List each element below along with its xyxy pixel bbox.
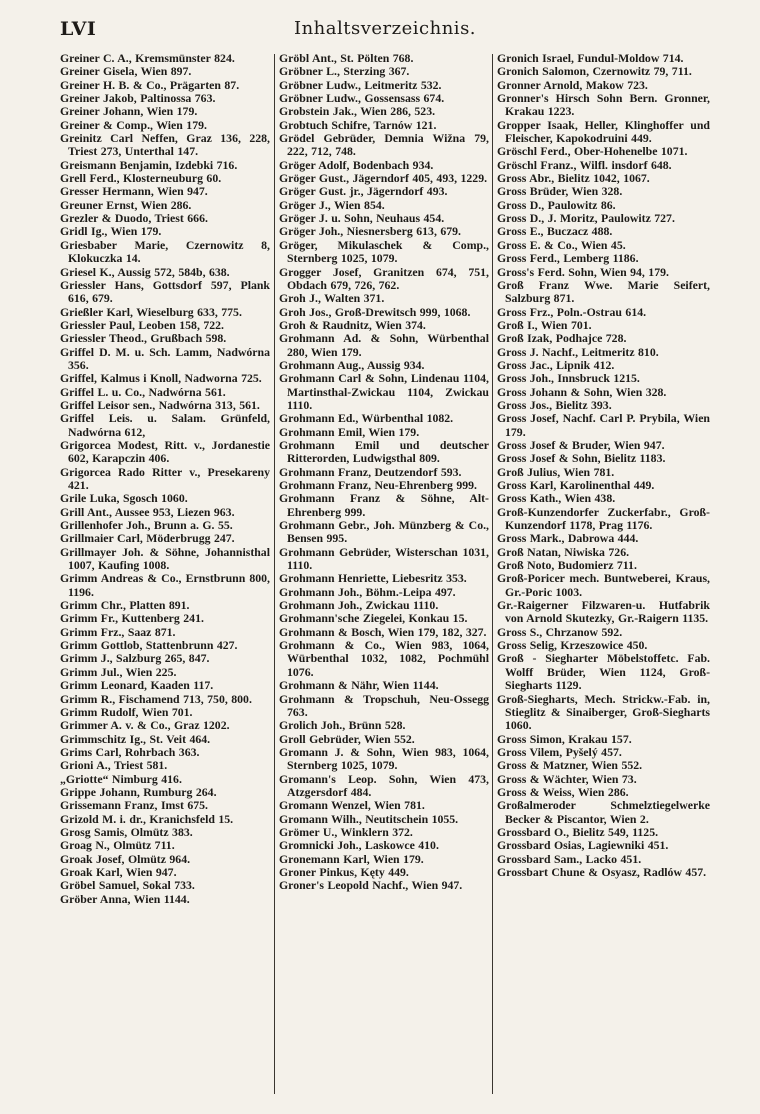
index-entry: Griffel Leis. u. Salam. Grünfeld, Nadwórna 612, xyxy=(60,411,270,439)
index-entry: Greiner C. A., Kremsmünster 824. xyxy=(60,52,235,65)
index-entry: Gröbner Ludw., Leitmeritz 532. xyxy=(279,77,442,92)
index-entry: Groß Natan, Niwiska 726. xyxy=(497,544,630,559)
index-entry: Greuner Ernst, Wien 286. xyxy=(60,197,192,212)
index-entry: Gross S., Chrzanow 592. xyxy=(497,624,623,639)
index-entry: Grimm Gottlob, Stattenbrunn 427. xyxy=(60,638,238,653)
index-entry: Grimm Jul., Wien 225. xyxy=(60,664,177,679)
index-entry: Gronemann Karl, Wien 179. xyxy=(279,851,424,866)
index-entry: Gross Selig, Krzeszowice 450. xyxy=(497,638,648,653)
index-entry: Gromnicki Joh., Laskowce 410. xyxy=(279,838,439,853)
index-entry: Groak Karl, Wien 947. xyxy=(60,864,177,879)
index-entry: Greiner H. B. & Co., Prägarten 87. xyxy=(60,77,240,92)
index-entry: Grimm Andreas & Co., Ernstbrunn 800, 1196. xyxy=(60,571,270,599)
index-entry: Gross Ferd., Lemberg 1186. xyxy=(497,251,639,266)
column-divider xyxy=(274,54,275,1094)
index-entry: Grimm Leonard, Kaaden 117. xyxy=(60,678,214,693)
index-entry: Gromann Wilh., Neutitschein 1055. xyxy=(279,811,459,826)
index-entry: Grömer U., Winklern 372. xyxy=(279,824,413,839)
index-entry: Gross's Ferd. Sohn, Wien 94, 179. xyxy=(497,264,669,279)
index-entry: Gromann's Leop. Sohn, Wien 473, Atzgersdorf 484. xyxy=(279,771,489,799)
index-entry: Groh & Raudnitz, Wien 374. xyxy=(279,317,426,332)
index-entry: Grobstein Jak., Wien 286, 523. xyxy=(279,104,436,119)
index-entry: Grillmaier Carl, Möderbrugg 247. xyxy=(60,531,235,546)
index-entry: Grossbart Chune & Osyasz, Radlów 457. xyxy=(497,864,707,879)
index-entry: Groß - Siegharter Möbelstoffetc. Fab. Wolff Brüder, Wien 1124, Groß-Siegharts 1129. xyxy=(497,651,710,693)
index-entry: Gross Johann & Sohn, Wien 328. xyxy=(497,384,667,399)
index-entry: Grell Ferd., Klosterneuburg 60. xyxy=(60,171,222,186)
index-entry: Gross Vilem, Pyšelý 457. xyxy=(497,744,622,759)
index-entry: Grohmann Franz, Neu-Ehrenberg 999. xyxy=(279,478,478,492)
index-entry: Grossbard Sam., Lacko 451. xyxy=(497,851,642,866)
index-entry: Groß Julius, Wien 781. xyxy=(497,464,615,479)
index-entry: Gross & Weiss, Wien 286. xyxy=(497,784,629,799)
index-entry: Groß-Kunzendorfer Zuckerfabr., Groß-Kunzendorf 1178, Prag 1176. xyxy=(497,504,710,533)
index-entry: Grohmann Aug., Aussig 934. xyxy=(279,357,425,372)
index-entry: Grohmann Emil, Wien 179. xyxy=(279,424,420,439)
index-entry: Gromann J. & Sohn, Wien 983, 1064, Sternberg 1025, 1079. xyxy=(279,744,489,773)
index-entry: Gröger Adolf, Bodenbach 934. xyxy=(279,157,434,172)
index-entry: Gross D., J. Moritz, Paulowitz 727. xyxy=(497,211,675,226)
index-entry: Griessler Hans, Gottsdorf 597, Plank 616, 679. xyxy=(60,277,270,306)
index-entry: Gross Jac., Lipnik 412. xyxy=(497,357,615,372)
index-entry: Gresser Hermann, Wien 947. xyxy=(60,184,208,199)
index-entry: Groh J., Walten 371. xyxy=(279,291,385,306)
index-entry: Gross Josef & Bruder, Wien 947. xyxy=(497,437,665,452)
index-entry: Greinitz Carl Neffen, Graz 136, 228, Triest 273, Unterthal 147. xyxy=(60,131,270,159)
index-entry: Groß Izak, Podhajce 728. xyxy=(497,331,627,346)
index-entry: Grims Carl, Rohrbach 363. xyxy=(60,744,200,759)
index-entry: Gross J. Nachf., Leitmeritz 810. xyxy=(497,344,659,359)
index-entry: Grohmann Gebr., Joh. Münzberg & Co., Bensen 995. xyxy=(279,518,489,546)
index-entry: Grohmann Ad. & Sohn, Würbenthal 280, Wien 179. xyxy=(279,331,489,359)
index-entry: Grimm Rudolf, Wien 701. xyxy=(60,704,193,719)
index-entry: Grimmer A. v. & Co., Graz 1202. xyxy=(60,718,230,733)
index-entry: Greiner Johann, Wien 179. xyxy=(60,104,198,119)
index-entry: Grohmann & Nähr, Wien 1144. xyxy=(279,678,439,693)
index-entry: Grioni A., Triest 581. xyxy=(60,758,168,773)
index-entry: Grohmann Gebrüder, Wisterschan 1031, 1110. xyxy=(279,544,489,573)
index-entry: Gröber Anna, Wien 1144. xyxy=(60,891,190,906)
index-entry: Grezler & Duodo, Triest 666. xyxy=(60,211,208,226)
index-entry: Grissemann Franz, Imst 675. xyxy=(60,798,208,813)
index-entry: Großalmeroder Schmelztiegelwerke Becker & Piscantor, Wien 2. xyxy=(497,798,710,826)
index-entry: Gronner's Hirsch Sohn Bern. Gronner, Krakau 1223. xyxy=(497,91,710,119)
index-entry: Gröbl Ant., St. Pölten 768. xyxy=(279,52,414,65)
index-entry: Gröbner Ludw., Gossensass 674. xyxy=(279,91,445,106)
index-entry: Grill Ant., Aussee 953, Liezen 963. xyxy=(60,504,235,519)
index-entry: Gronich Israel, Fundul-Moldow 714. xyxy=(497,52,684,65)
index-column-2 xyxy=(279,52,489,1102)
index-entry: Grobtuch Schifre, Tarnów 121. xyxy=(279,117,437,132)
index-entry: Gross Jos., Bielitz 393. xyxy=(497,397,612,412)
index-entry: Griessler Theod., Grußbach 598. xyxy=(60,331,227,346)
index-entry: Gröger Joh., Niesnersberg 613, 679. xyxy=(279,224,461,239)
index-entry: Groak Josef, Olmütz 964. xyxy=(60,851,191,866)
index-entry: Grohmann Ed., Würbenthal 1082. xyxy=(279,411,454,426)
index-entry: Gröger J. u. Sohn, Neuhaus 454. xyxy=(279,211,445,226)
index-entry: Grohmann Henriette, Liebesritz 353. xyxy=(279,571,467,586)
index-entry: Grohmann Carl & Sohn, Lindenau 1104, Martinsthal-Zwickau 1104, Zwickau 1110. xyxy=(279,371,489,412)
index-entry: Griffel L. u. Co., Nadwórna 561. xyxy=(60,384,226,399)
index-entry: Grohmann Joh., Böhm.-Leipa 497. xyxy=(279,584,456,599)
page-number: LVI xyxy=(60,18,97,40)
index-entry: Grolich Joh., Brünn 528. xyxy=(279,718,406,733)
index-entry: Gross E., Buczacz 488. xyxy=(497,224,613,239)
index-entry: Grillenhofer Joh., Brunn a. G. 55. xyxy=(60,518,233,533)
index-entry: Gross Frz., Poln.-Ostrau 614. xyxy=(497,304,647,319)
index-entry: Grile Luka, Sgosch 1060. xyxy=(60,491,188,506)
index-entry: Griffel, Kalmus i Knoll, Nadworna 725. xyxy=(60,371,262,386)
index-columns xyxy=(60,52,720,1102)
index-entry: Groß Franz Wwe. Marie Seifert, Salzburg 871. xyxy=(497,277,710,306)
index-entry: Groß-Poricer mech. Buntweberei, Kraus, Gr.-Poric 1003. xyxy=(497,571,710,599)
index-entry: Grohmann Franz & Söhne, Alt-Ehrenberg 999. xyxy=(279,491,489,519)
index-entry: Groß-Siegharts, Mech. Strickw.-Fab. in, Stieglitz & Sinaiberger, Groß-Siegharts 1060. xyxy=(497,691,710,733)
index-entry: Greiner Jakob, Paltinossa 763. xyxy=(60,91,216,106)
index-entry: Gross Karl, Karolinenthal 449. xyxy=(497,478,655,492)
index-entry: „Griotte“ Nimburg 416. xyxy=(60,771,182,786)
index-entry: Gropper Isaak, Heller, Klinghoffer und Fleischer, Kapokodruini 449. xyxy=(497,117,710,146)
page-title: Inhaltsverzeichnis. xyxy=(293,18,477,39)
index-entry: Grosg Samis, Olmütz 383. xyxy=(60,824,193,839)
index-entry: Gross & Wächter, Wien 73. xyxy=(497,771,637,786)
index-entry: Grießler Karl, Wieselburg 633, 775. xyxy=(60,304,242,319)
index-entry: Gridl Ig., Wien 179. xyxy=(60,224,162,239)
index-entry: Groß Noto, Budomierz 711. xyxy=(497,558,637,573)
index-entry: Grossbard Osias, Lagiewniki 451. xyxy=(497,838,669,853)
index-entry: Greiner & Comp., Wien 179. xyxy=(60,117,207,132)
index-entry: Grimm Frz., Saaz 871. xyxy=(60,624,176,639)
index-entry: Grohmann & Bosch, Wien 179, 182, 327. xyxy=(279,624,487,639)
index-entry: Gröschl Franz., Wilfl. insdorf 648. xyxy=(497,157,672,172)
index-entry: Gross Abr., Bielitz 1042, 1067. xyxy=(497,171,650,186)
index-entry: Groß I., Wien 701. xyxy=(497,317,592,332)
index-entry: Gröbner L., Sterzing 367. xyxy=(279,64,410,79)
index-entry: Gronner Arnold, Makow 723. xyxy=(497,77,648,92)
index-entry: Grohmann'sche Ziegelei, Konkau 15. xyxy=(279,611,468,626)
index-entry: Gröger J., Wien 854. xyxy=(279,197,385,212)
index-entry: Grödel Gebrüder, Demnia Wižna 79, 222, 712, 748. xyxy=(279,131,489,159)
index-entry: Grohmann Joh., Zwickau 1110. xyxy=(279,598,439,613)
index-entry: Gross Brüder, Wien 328. xyxy=(497,184,623,199)
index-entry: Grillmayer Joh. & Söhne, Johannisthal 1007, Kaufing 1008. xyxy=(60,544,270,573)
index-entry: Grohmann Franz, Deutzendorf 593. xyxy=(279,464,462,479)
index-entry: Grimm J., Salzburg 265, 847. xyxy=(60,651,210,666)
index-entry: Griesbaber Marie, Czernowitz 8, Klokuczka 14. xyxy=(60,237,270,266)
index-entry: Gröger Gust., Jägerndorf 405, 493, 1229. xyxy=(279,171,488,186)
index-entry: Gr.-Raigerner Filzwaren-u. Hutfabrik von Arnold Skutezky, Gr.-Raigern 1135. xyxy=(497,598,710,626)
index-entry: Grimm R., Fischamend 713, 750, 800. xyxy=(60,691,252,706)
index-entry: Grossbard O., Bielitz 549, 1125. xyxy=(497,824,659,839)
index-entry: Gröger, Mikulaschek & Comp., Sternberg 1025, 1079. xyxy=(279,237,489,266)
index-entry: Grogger Josef, Granitzen 674, 751, Obdach 679, 726, 762. xyxy=(279,264,489,292)
index-entry: Gröger Gust. jr., Jägerndorf 493. xyxy=(279,184,448,199)
index-entry: Gröschl Ferd., Ober-Hohenelbe 1071. xyxy=(497,144,688,159)
index-column-1 xyxy=(60,52,270,1102)
index-entry: Grohmann Emil und deutscher Ritterorden, Ludwigsthal 809. xyxy=(279,437,489,466)
index-entry: Griffel Leisor sen., Nadwórna 313, 561. xyxy=(60,397,260,412)
column-divider xyxy=(492,54,493,1094)
index-entry: Gross Simon, Krakau 157. xyxy=(497,731,632,746)
index-entry: Groh Jos., Groß-Drewitsch 999, 1068. xyxy=(279,304,471,319)
index-entry: Grimmschitz Ig., St. Veit 464. xyxy=(60,731,211,746)
index-entry: Grigorcea Rado Ritter v., Presekareny 421. xyxy=(60,464,270,492)
index-entry: Griessler Paul, Leoben 158, 722. xyxy=(60,317,224,332)
index-entry: Gross E. & Co., Wien 45. xyxy=(497,237,626,252)
index-entry: Groll Gebrüder, Wien 552. xyxy=(279,731,415,746)
index-entry: Griesel K., Aussig 572, 584b, 638. xyxy=(60,264,230,279)
index-entry: Gross Joh., Innsbruck 1215. xyxy=(497,371,640,386)
index-entry: Grohmann & Co., Wien 983, 1064, Würbenthal 1032, 1082, Pochmühl 1076. xyxy=(279,638,489,679)
index-entry: Gross & Matzner, Wien 552. xyxy=(497,758,643,773)
index-entry: Greiner Gisela, Wien 897. xyxy=(60,64,192,79)
index-entry: Griffel D. M. u. Sch. Lamm, Nadwórna 356. xyxy=(60,344,270,372)
index-entry: Grippe Johann, Rumburg 264. xyxy=(60,784,217,799)
index-entry: Grohmann & Tropschuh, Neu-Ossegg 763. xyxy=(279,691,489,719)
index-entry: Gross D., Paulowitz 86. xyxy=(497,197,616,212)
page-header xyxy=(60,12,710,46)
index-entry: Groag N., Olmütz 711. xyxy=(60,838,175,853)
index-entry: Gross Mark., Dabrowa 444. xyxy=(497,531,639,546)
index-column-3 xyxy=(497,52,710,1102)
index-entry: Gronich Salomon, Czernowitz 79, 711. xyxy=(497,64,692,79)
index-entry: Gröbel Samuel, Sokal 733. xyxy=(60,878,195,893)
index-entry: Gross Josef, Nachf. Carl P. Prybila, Wien 179. xyxy=(497,411,710,439)
index-entry: Gromann Wenzel, Wien 781. xyxy=(279,798,425,813)
index-entry: Grimm Chr., Platten 891. xyxy=(60,598,190,613)
index-entry: Greismann Benjamin, Izdebki 716. xyxy=(60,157,238,172)
index-entry: Grigorcea Modest, Ritt. v., Jordanestie 602, Karapczin 406. xyxy=(60,437,270,466)
index-entry: Groner Pinkus, Kęty 449. xyxy=(279,864,409,879)
index-entry: Grimm Fr., Kuttenberg 241. xyxy=(60,611,204,626)
index-entry: Grizold M. i. dr., Kranichsfeld 15. xyxy=(60,811,234,826)
index-entry: Gross Josef & Sohn, Bielitz 1183. xyxy=(497,451,666,466)
index-entry: Gross Kath., Wien 438. xyxy=(497,491,616,506)
index-entry: Groner's Leopold Nachf., Wien 947. xyxy=(279,878,463,893)
